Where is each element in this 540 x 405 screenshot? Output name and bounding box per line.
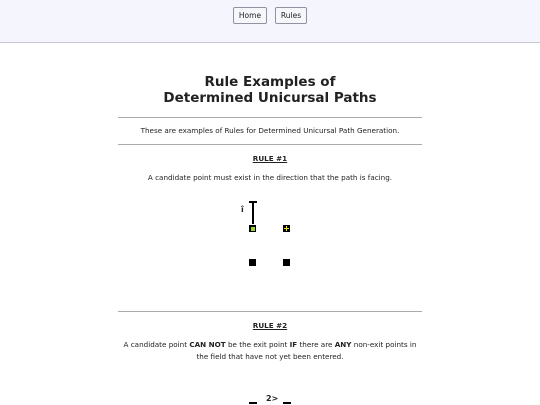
grid-point xyxy=(249,259,256,266)
path-segment xyxy=(283,402,291,404)
grid-point xyxy=(283,259,290,266)
rule-1-description: A candidate point must exist in the direction that the path is facing. xyxy=(147,173,393,182)
page-title-line-1: Rule Examples of xyxy=(204,74,336,90)
divider xyxy=(118,311,422,312)
home-button[interactable]: Home xyxy=(233,7,267,24)
rule-2-description-line-1: A candidate point CAN NOT be the exit point IF there are ANY non-exit points in xyxy=(123,340,417,349)
divider xyxy=(118,117,422,118)
direction-marker-icon: 2> xyxy=(266,394,279,403)
intro-text: These are examples of Rules for Determined Unicursal Path Generation. xyxy=(140,126,400,135)
start-point-icon xyxy=(249,225,256,232)
path-segment xyxy=(249,402,257,404)
page-title-line-2: Determined Unicursal Paths xyxy=(163,90,377,106)
divider xyxy=(118,144,422,145)
top-navigation-bar xyxy=(0,0,540,43)
direction-marker-icon: î xyxy=(241,205,244,214)
rule-2-heading: RULE #2 xyxy=(252,321,288,330)
path-segment xyxy=(252,201,254,224)
rule-1-heading: RULE #1 xyxy=(252,154,288,163)
plus-point-icon xyxy=(283,225,290,232)
page-title xyxy=(0,74,540,106)
rules-button[interactable]: Rules xyxy=(275,7,307,24)
rule-2-description xyxy=(0,339,540,363)
rule-2-description-line-2: the field that have not yet been entered. xyxy=(196,352,344,361)
